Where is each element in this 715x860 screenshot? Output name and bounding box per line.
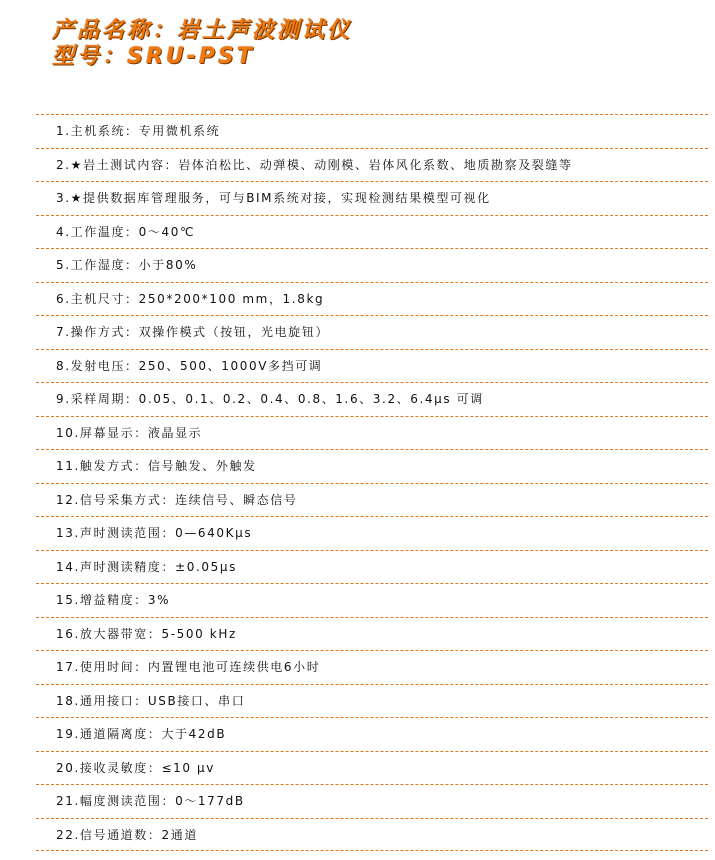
spec-row-15 [36,583,708,617]
spec-text: 8.发射电压：250、500、1000V多挡可调 [56,358,323,373]
spec-text: 21.幅度测读范围：0～177dB [56,794,245,808]
spec-row-14 [36,550,708,584]
spec-text: 2.★岩土测试内容：岩体泊松比、动弹模、动刚模、岩体风化系数、地质勘察及裂缝等 [56,157,573,172]
spec-row-3 [36,181,708,215]
spec-row-7 [36,315,708,349]
spec-row-17 [36,650,708,684]
spec-row-12 [36,483,708,517]
spec-row-2 [36,148,708,182]
spec-text: 1.主机系统：专用微机系统 [56,124,221,138]
spec-text: 6.主机尺寸：250*200*100 mm，1.8kg [56,291,325,306]
spec-text: 7.操作方式：双操作模式（按钮，光电旋钮） [56,325,330,339]
spec-row-16 [36,617,708,651]
spec-text: 10.屏幕显示：液晶显示 [56,425,203,440]
spec-row-9 [36,382,708,416]
spec-text: 5.工作湿度：小于80% [56,258,198,272]
spec-text: 14.声时测读精度：±0.05μs [56,559,237,574]
spec-text: 18.通用接口：USB接口、串口 [56,693,246,708]
spec-row-18 [36,684,708,718]
spec-row-13 [36,516,708,550]
spec-text: 9.采样周期：0.05、0.1、0.2、0.4、0.8、1.6、3.2、6.4μs 可调 [56,392,484,406]
spec-text: 19.通道隔离度：大于42dB [56,727,227,741]
spec-list [36,114,708,851]
spec-row-8 [36,349,708,383]
spec-row-22 [36,818,708,852]
spec-text: 11.触发方式：信号触发、外触发 [56,459,257,473]
spec-text: 15.增益精度：3% [56,593,171,607]
spec-row-1 [36,114,708,148]
spec-text: 22.信号通道数：2通道 [56,827,198,842]
spec-row-20 [36,751,708,785]
spec-text: 17.使用时间：内置锂电池可连续供电6小时 [56,660,321,674]
spec-text: 3.★提供数据库管理服务，可与BIM系统对接，实现检测结果模型可视化 [56,191,491,205]
spec-text: 12.信号采集方式：连续信号、瞬态信号 [56,492,298,507]
model-title: 型号：SRU-PST [52,44,255,69]
product-heading [52,18,352,70]
spec-text: 16.放大器带宽：5-500 kHz [56,626,237,641]
spec-text: 4.工作温度：0～40℃ [56,224,196,239]
spec-row-6 [36,282,708,316]
spec-row-10 [36,416,708,450]
spec-row-19 [36,717,708,751]
spec-row-11 [36,449,708,483]
spec-text: 20.接收灵敏度：≤10 μv [56,760,215,775]
spec-text: 13.声时测读范围：0—640Kμs [56,526,253,540]
spec-row-21 [36,784,708,818]
spec-row-4 [36,215,708,249]
spec-row-5 [36,248,708,282]
product-name-title: 产品名称：岩土声波测试仪 [52,18,353,43]
